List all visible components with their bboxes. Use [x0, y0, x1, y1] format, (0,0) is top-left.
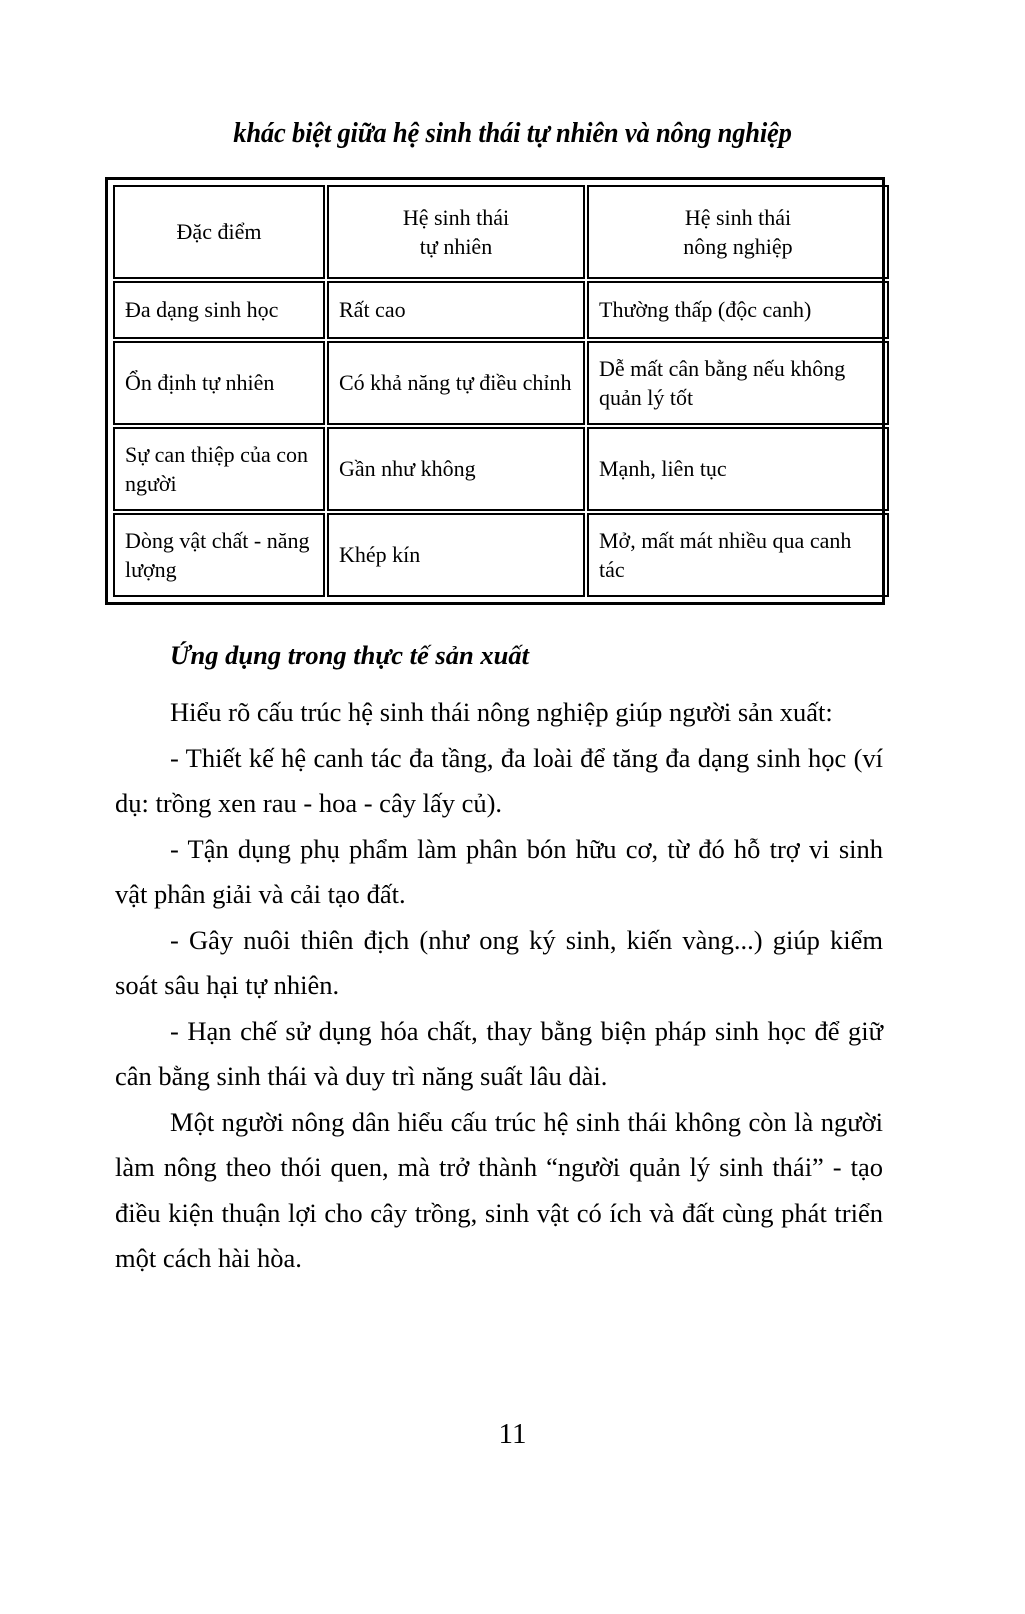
cell-agricultural: Dễ mất cân bằng nếu không quản lý tốt [587, 341, 889, 425]
header-natural-line2: tự nhiên [419, 234, 493, 259]
page-title: khác biệt giữa hệ sinh thái tự nhiên và nông nghiệp [233, 118, 792, 149]
header-natural-line1: Hệ sinh thái [402, 204, 510, 230]
header-feature-label: Đặc điểm [176, 219, 262, 245]
table-header-row [113, 185, 889, 279]
cell-feature: Đa dạng sinh học [113, 281, 325, 339]
cell-natural: Gần như không [327, 427, 585, 511]
table-row [113, 513, 889, 597]
table-row [113, 341, 889, 425]
page-number: 11 [498, 1418, 527, 1450]
table-body [113, 281, 889, 597]
table-row [113, 427, 889, 511]
paragraph: Hiểu rõ cấu trúc hệ sinh thái nông nghiệp giúp người sản xuất: [170, 697, 833, 727]
header-agricultural-line2: nông nghiệp [683, 234, 793, 259]
paragraph: - Thiết kế hệ canh tác đa tầng, đa loài để tăng đa dạng sinh học (ví dụ: trồng xen rau - hoa - cây lấy củ). [115, 742, 883, 818]
cell-natural: Có khả năng tự điều chỉnh [327, 341, 585, 425]
cell-feature: Dòng vật chất - năng lượng [113, 513, 325, 597]
cell-agricultural: Mở, mất mát nhiều qua canh tác [587, 513, 889, 597]
header-cell-natural [327, 185, 585, 279]
cell-natural: Rất cao [327, 281, 585, 339]
cell-natural: Khép kín [327, 513, 585, 597]
paragraph: - Gây nuôi thiên địch (như ong ký sinh, kiến vàng...) giúp kiểm soát sâu hại tự nhiên. [115, 924, 883, 1000]
header-cell-feature [113, 185, 325, 279]
header-cell-agricultural [587, 185, 889, 279]
paragraph: - Tận dụng phụ phẩm làm phân bón hữu cơ, từ đó hỗ trợ vi sinh vật phân giải và cải tạo đất. [115, 833, 883, 909]
cell-agricultural: Thường thấp (độc canh) [587, 281, 889, 339]
comparison-table [111, 183, 891, 599]
paragraph: Một người nông dân hiểu cấu trúc hệ sinh thái không còn là người làm nông theo thói quen, mà trở thành “người quản lý sinh thái” - tạo điều kiện thuận lợi cho cây trồng, sinh vật có ích và đất cùng phát triển một cách hài hòa. [115, 1106, 883, 1273]
body-text [115, 690, 883, 1282]
comparison-table-frame [105, 177, 885, 605]
cell-feature: Ổn định tự nhiên [113, 341, 325, 425]
section-heading: Ứng dụng trong thực tế sản xuất [170, 640, 529, 670]
cell-agricultural: Mạnh, liên tục [587, 427, 889, 511]
cell-feature: Sự can thiệp của con người [113, 427, 325, 511]
table-header [113, 185, 889, 279]
header-agricultural-line1: Hệ sinh thái [684, 204, 792, 230]
table-row [113, 281, 889, 339]
paragraph: - Hạn chế sử dụng hóa chất, thay bằng biện pháp sinh học để giữ cân bằng sinh thái và duy trì năng suất lâu dài. [115, 1015, 883, 1091]
